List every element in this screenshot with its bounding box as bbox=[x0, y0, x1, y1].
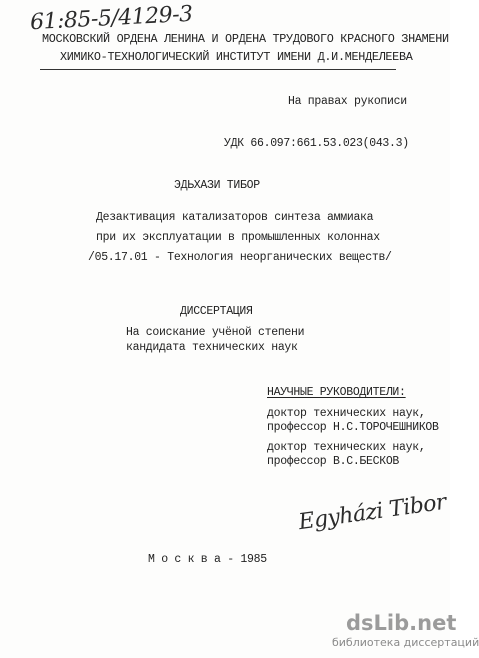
degree-line-2: кандидата технических наук bbox=[126, 341, 298, 354]
handwritten-archive-code: 61:85-5/4129-3 bbox=[29, 1, 194, 36]
supervisor-1-title: доктор технических наук, bbox=[267, 407, 426, 420]
supervisor-2-name: профессор В.С.БЕСКОВ bbox=[267, 455, 400, 468]
supervisor-2-title: доктор технических наук, bbox=[267, 441, 426, 454]
title-line-1: Дезактивация катализаторов синтеза аммиака bbox=[96, 211, 374, 224]
watermark-footer bbox=[330, 610, 479, 658]
document-type: ДИССЕРТАЦИЯ bbox=[180, 305, 253, 318]
institution-line-1: МОСКОВСКИЙ ОРДЕНА ЛЕНИНА И ОРДЕНА ТРУДОВОГО КРАСНОГО ЗНАМЕНИ bbox=[42, 32, 449, 46]
site-logo[interactable]: dsLib.net bbox=[346, 611, 457, 635]
author-name: ЭДЬХАЗИ ТИБОР bbox=[174, 179, 260, 192]
supervisors-heading: НАУЧНЫЕ РУКОВОДИТЕЛИ: bbox=[267, 386, 406, 399]
institution-line-2: ХИМИКО-ТЕХНОЛОГИЧЕСКИЙ ИНСТИТУТ ИМЕНИ Д.И.МЕНДЕЛЕЕВА bbox=[60, 50, 413, 64]
supervisor-1-name: профессор Н.С.ТОРОЧЕШНИКОВ bbox=[267, 421, 439, 434]
degree-line-1: На соискание учёной степени bbox=[126, 326, 305, 339]
udc-code: УДК 66.097:661.53.023(043.3) bbox=[224, 137, 409, 150]
author-signature: Egyházi Tibor bbox=[296, 489, 448, 536]
site-tagline: библиотека диссертаций bbox=[332, 636, 479, 649]
manuscript-rights: На правах рукописи bbox=[288, 95, 407, 108]
city-and-year: М о с к в а - 1985 bbox=[148, 553, 267, 566]
title-line-3: /05.17.01 - Технология неорганических веществ/ bbox=[88, 251, 392, 264]
header-rule bbox=[40, 69, 396, 70]
title-line-2: при их эксплуатации в промышленных колоннах bbox=[96, 231, 380, 244]
